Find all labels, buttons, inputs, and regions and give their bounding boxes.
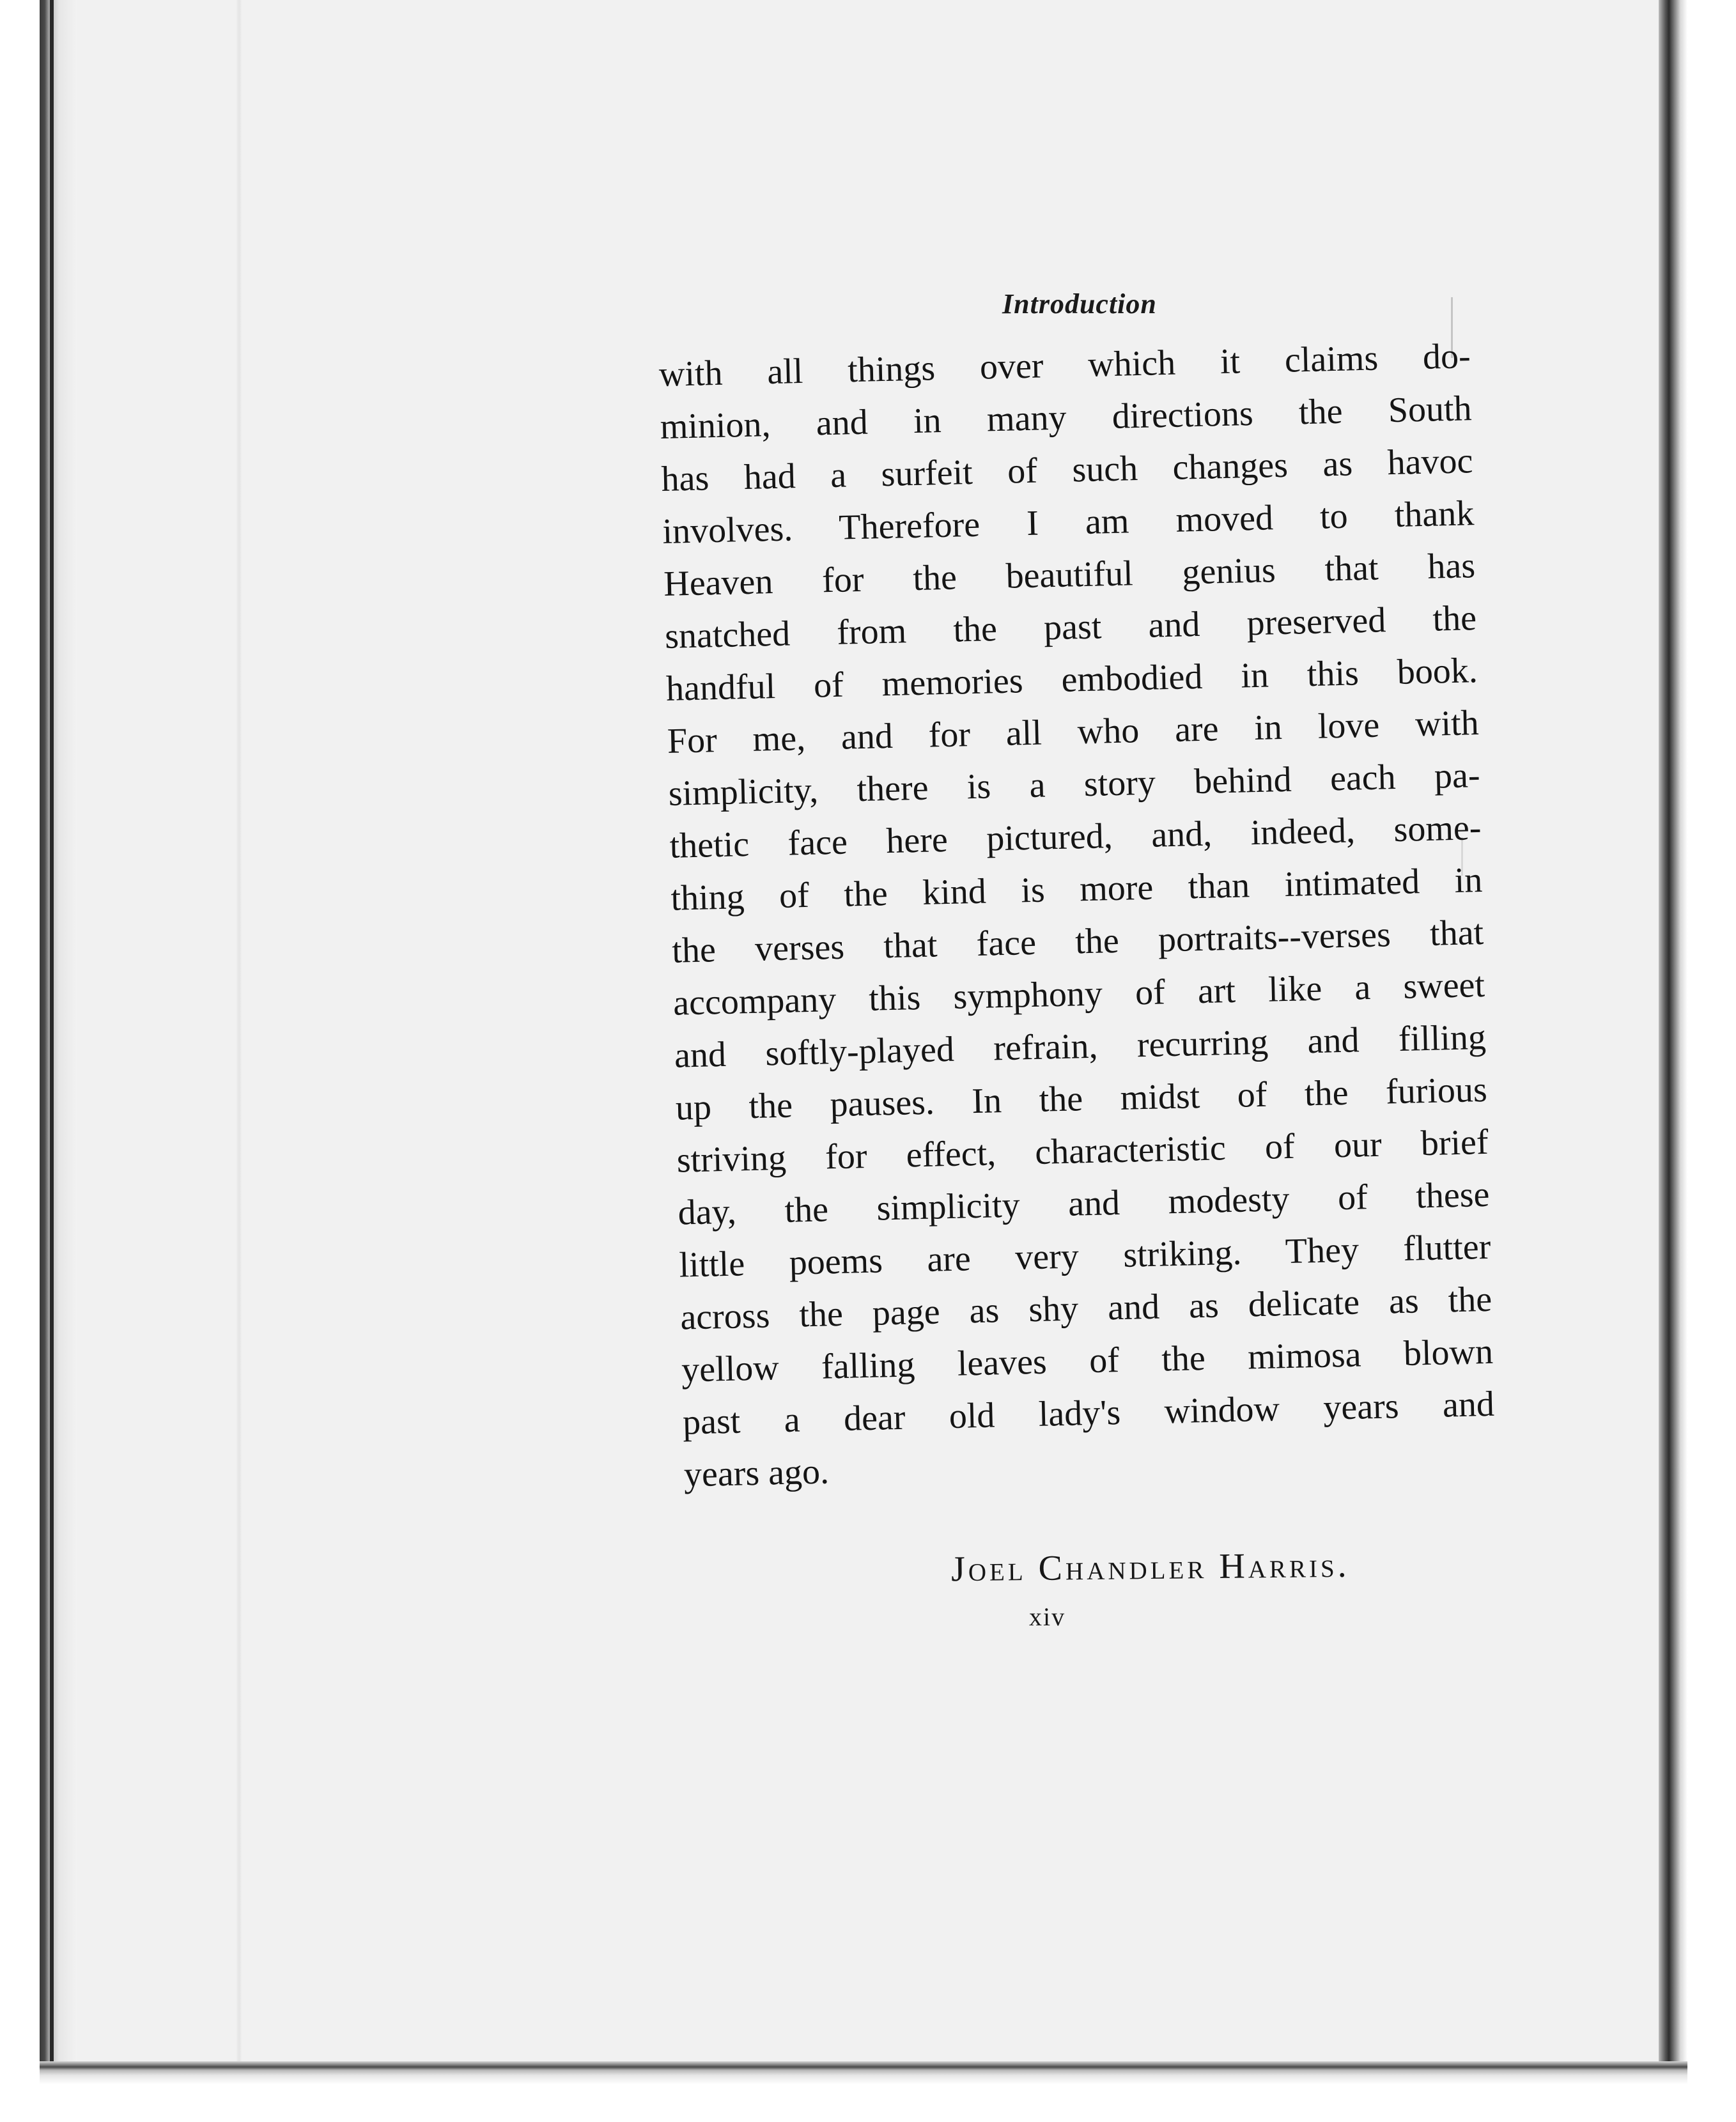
body-line: across the page as shy and as delicate as the [679,1279,1492,1338]
page-right-edge [1659,0,1687,2068]
body-line: Heaven for the beautiful genius that has [663,546,1476,604]
scan-margin-bottom [0,2084,1736,2122]
running-head: Introduction [1002,288,1157,320]
body-line: up the pauses. In the midst of the furious [675,1069,1488,1128]
body-line: has had a surfeit of such changes as havoc [660,441,1474,499]
body-line: striving for effect, characteristic of our brief [676,1122,1489,1181]
body-line: the verses that face the portraits--verses that [671,912,1484,971]
body-line: past a dear old lady's window years and [682,1384,1495,1443]
body-line: years ago. [683,1452,830,1495]
body-line: yellow falling leaves of the mimosa blown [681,1331,1494,1390]
binding-shadow-line [50,0,54,2068]
body-line: with all things over which it claims do- [658,336,1471,394]
body-text [658,330,1496,1501]
page-bottom-edge [40,2061,1687,2084]
body-line: thing of the kind is more than intimated in [670,860,1483,918]
body-line: day, the simplicity and modesty of these [677,1174,1491,1233]
body-line: snatched from the past and preserved the [664,598,1477,656]
body-line: minion, and in many directions the South [660,389,1473,447]
body-line: handful of memories embodied in this book. [665,651,1478,709]
book-binding-edge [40,0,77,2068]
page-crease [236,0,242,2068]
author-signature: Joel Chandler Harris. [950,1545,1350,1590]
body-line: thetic face here pictured, and, indeed, some- [669,807,1482,866]
body-line: accompany this symphony of art like a sweet [672,964,1485,1023]
body-line: involves. Therefore I am moved to thank [662,493,1475,552]
body-line: little poems are very striking. They flutter [678,1227,1491,1285]
page-number: xiv [1029,1602,1066,1631]
scan-margin-right [1687,0,1736,2122]
body-line: For me, and for all who are in love with [667,703,1480,761]
body-line: simplicity, there is a story behind each pa- [668,755,1481,814]
body-line: and softly-played refrain, recurring and filling [674,1017,1487,1076]
